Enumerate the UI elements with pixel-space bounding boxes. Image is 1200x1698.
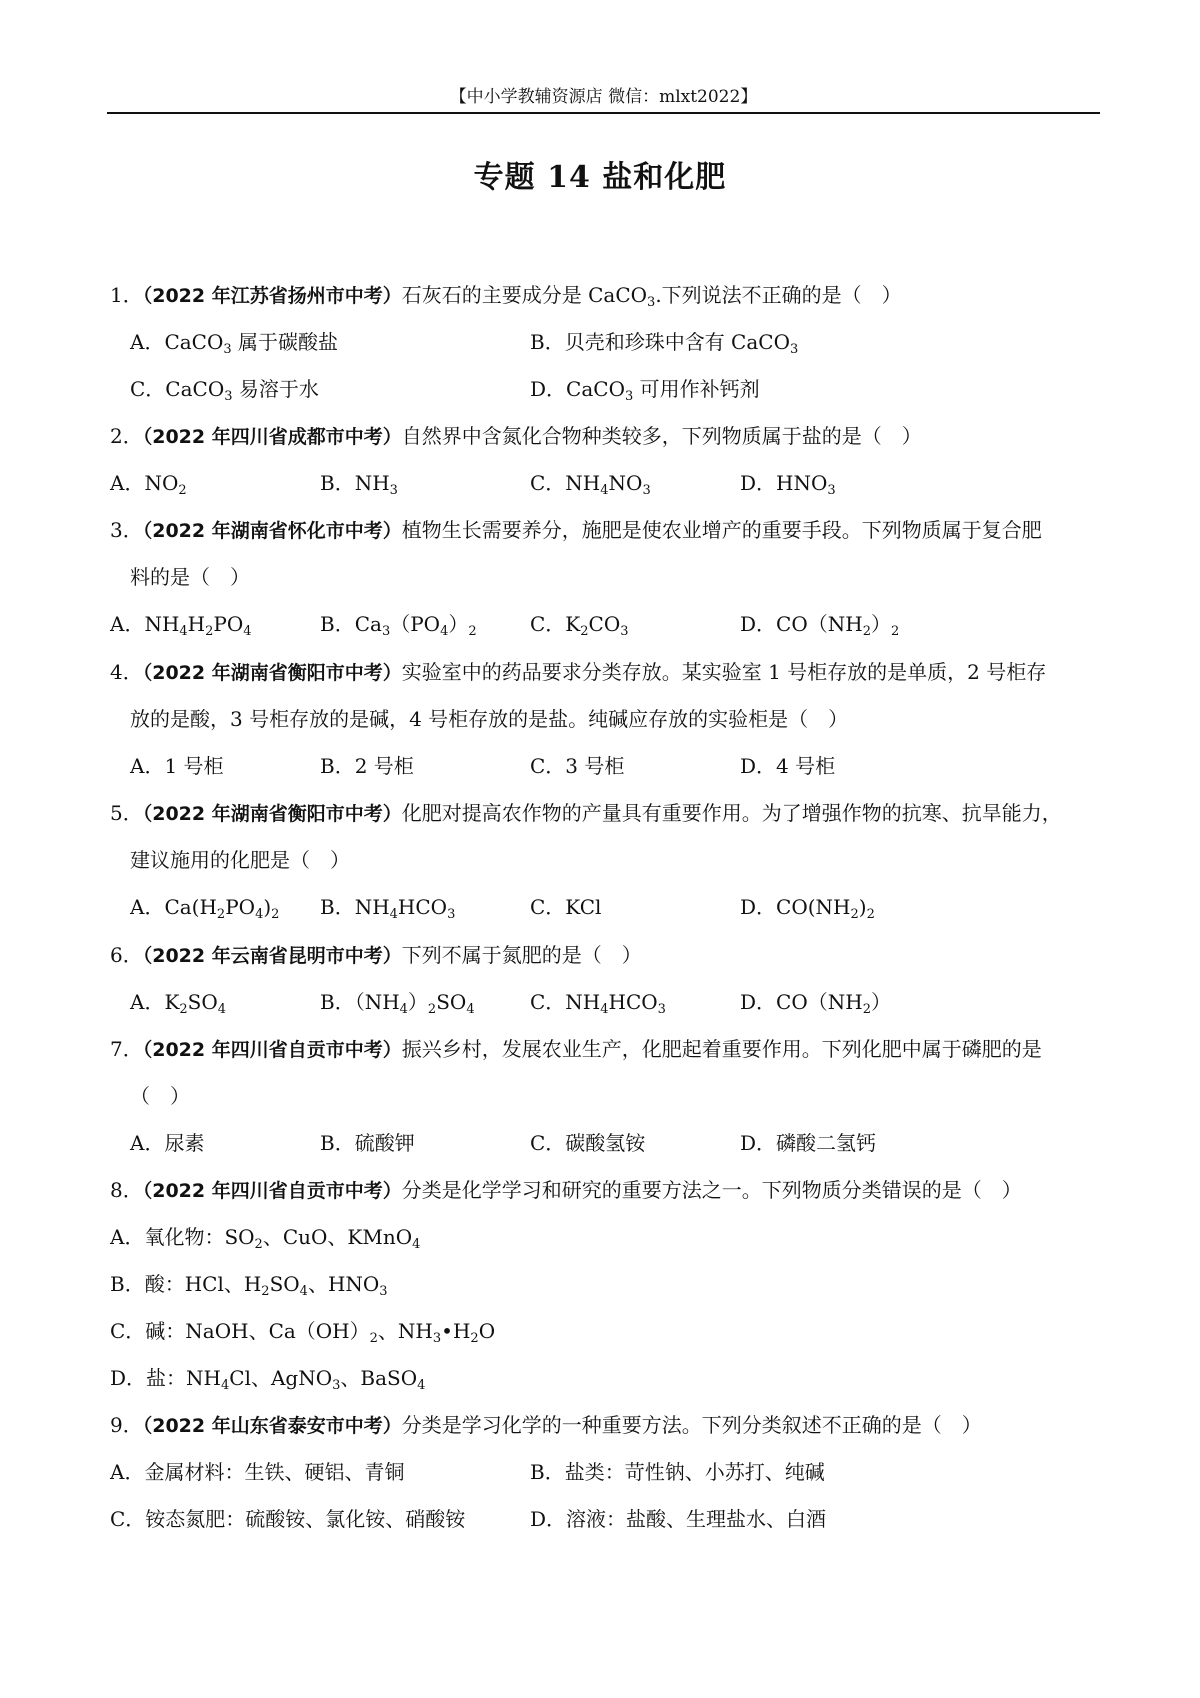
option-a[interactable]: A．$NO_2$ <box>110 471 187 498</box>
question-stem: 振兴乡村，发展农业生产，化肥起着重要作用。下列化肥中属于磷肥的是 <box>401 1037 1042 1061</box>
option-d[interactable]: D．$CO(NH_2)$ <box>740 990 891 1017</box>
question-5: 5．（2022 年湖南省衡阳市中考）化肥对提高农作物的产量具有重要作用。为了增强作物的抗寒、抗旱能力， <box>110 801 1062 825</box>
question-source: （2022 年四川省成都市中考） <box>142 426 402 448</box>
question-source: （2022 年湖南省怀化市中考） <box>142 520 402 542</box>
option-c[interactable]: C．铵态氮肥：硫酸铵、氯化铵、硝酸铵 <box>110 1507 466 1531</box>
question-3: 3．（2022 年湖南省怀化市中考）植物生长需要养分，施肥是使农业增产的重要手段。下列物质属于复合肥 <box>110 518 1042 542</box>
option-a[interactable]: A．1 号柜 <box>130 754 224 778</box>
option-c[interactable]: C．碳酸氢铵 <box>530 1131 646 1155</box>
question-source: （2022 年云南省昆明市中考） <box>142 945 402 967</box>
question-6: 6．（2022 年云南省昆明市中考）下列不属于氮肥的是（ ） <box>110 943 642 967</box>
option-c[interactable]: C．$NH_4NO_3$ <box>530 471 651 498</box>
option-b[interactable]: B．酸：HCl、$H_2SO_4$、$HNO_3$ <box>110 1272 388 1299</box>
option-a[interactable]: A．$Ca(H_2PO_4)_2$ <box>130 895 280 922</box>
option-b[interactable]: B．盐类：苛性钠、小苏打、纯碱 <box>530 1460 825 1484</box>
question-stem: 自然界中含氮化合物种类较多，下列物质属于盐的是（ ） <box>401 424 922 448</box>
option-c[interactable]: C．碱：NaOH、$Ca(OH)_2$、$NH_3•H_2O$ <box>110 1319 496 1346</box>
option-c[interactable]: C．3 号柜 <box>530 754 625 778</box>
question-stem: 分类是学习化学的一种重要方法。下列分类叙述不正确的是（ ） <box>401 1413 982 1437</box>
question-stem: 植物生长需要养分，施肥是使农业增产的重要手段。下列物质属于复合肥 <box>401 518 1042 542</box>
question-4: 4．（2022 年湖南省衡阳市中考）实验室中的药品要求分类存放。某实验室 1 号柜存放的是单质，2 号柜存 <box>110 660 1047 684</box>
option-d[interactable]: D．盐：$NH_4Cl$、AgNO$_3$、BaSO$_4$ <box>110 1366 426 1393</box>
question-source: （2022 年山东省泰安市中考） <box>142 1415 402 1437</box>
question-stem: 石灰石的主要成分是 CaCO$_3$.下列说法不正确的是（ ） <box>401 283 902 310</box>
question-source: （2022 年四川省自贡市中考） <box>142 1180 402 1202</box>
header-text: 【中小学教辅资源店 微信：mlxt2022】 <box>449 87 758 107</box>
option-a[interactable]: A．氧化物：$SO_2$、CuO、KMnO$_4$ <box>110 1225 421 1252</box>
question-source: （2022 年四川省自贡市中考） <box>142 1039 402 1061</box>
option-c[interactable]: C．CaCO$_3$ 易溶于水 <box>130 377 319 404</box>
option-b[interactable]: B．硫酸钾 <box>320 1131 415 1155</box>
page-header <box>107 82 1100 114</box>
option-c[interactable]: C．$K_2CO_3$ <box>530 612 629 639</box>
option-b[interactable]: B．2 号柜 <box>320 754 414 778</box>
option-d[interactable]: D．$HNO_3$ <box>740 471 836 498</box>
option-b[interactable]: B．$(NH_4)_2SO_4$ <box>320 990 475 1017</box>
option-c[interactable]: C．$NH_4HCO_3$ <box>530 990 666 1017</box>
question-2: 2．（2022 年四川省成都市中考）自然界中含氮化合物种类较多，下列物质属于盐的是（ ） <box>110 424 922 448</box>
option-d[interactable]: D．$CO(NH_2)_2$ <box>740 612 900 639</box>
question-stem-cont: （ ） <box>130 1084 190 1108</box>
question-7: 7．（2022 年四川省自贡市中考）振兴乡村，发展农业生产，化肥起着重要作用。下列化肥中属于磷肥的是 <box>110 1037 1042 1061</box>
option-b[interactable]: B．贝壳和珍珠中含有 CaCO$_3$ <box>530 330 799 357</box>
question-stem: 分类是化学学习和研究的重要方法之一。下列物质分类错误的是（ ） <box>401 1178 1022 1202</box>
option-a[interactable]: A．尿素 <box>130 1131 205 1155</box>
option-b[interactable]: B．$NH_3$ <box>320 471 398 498</box>
option-d[interactable]: D．溶液：盐酸、生理盐水、白酒 <box>530 1507 827 1531</box>
question-source: （2022 年江苏省扬州市中考） <box>142 285 402 307</box>
option-d[interactable]: D．CaCO$_3$ 可用作补钙剂 <box>530 377 760 404</box>
question-source: （2022 年湖南省衡阳市中考） <box>142 803 402 825</box>
question-9: 9．（2022 年山东省泰安市中考）分类是学习化学的一种重要方法。下列分类叙述不正确的是（ ） <box>110 1413 982 1437</box>
option-a[interactable]: A．$NH_4H_2PO_4$ <box>110 612 252 639</box>
option-b[interactable]: B．$Ca_3(PO_4)_2$ <box>320 612 477 639</box>
option-b[interactable]: B．$NH_4HCO_3$ <box>320 895 456 922</box>
option-d[interactable]: D．磷酸二氢钙 <box>740 1131 877 1155</box>
option-d[interactable]: D．$CO(NH_2)_2$ <box>740 895 875 922</box>
question-1: 1．（2022 年江苏省扬州市中考）石灰石的主要成分是 CaCO$_3$.下列说法不正确的是（ ） <box>110 283 902 310</box>
question-stem-cont: 料的是（ ） <box>130 565 250 589</box>
option-a[interactable]: A．$K_2SO_4$ <box>130 990 227 1017</box>
option-a[interactable]: A．CaCO$_3$ 属于碳酸盐 <box>130 330 339 357</box>
page-title: 专题 14 盐和化肥 <box>473 160 727 195</box>
option-c[interactable]: C．KCl <box>530 895 602 919</box>
option-d[interactable]: D．4 号柜 <box>740 754 836 778</box>
option-a[interactable]: A．金属材料：生铁、硬铝、青铜 <box>110 1460 405 1484</box>
question-source: （2022 年湖南省衡阳市中考） <box>142 662 402 684</box>
question-stem: 实验室中的药品要求分类存放。某实验室 1 号柜存放的是单质，2 号柜存 <box>401 660 1047 684</box>
question-stem-cont: 建议施用的化肥是（ ） <box>130 848 350 872</box>
question-8: 8．（2022 年四川省自贡市中考）分类是化学学习和研究的重要方法之一。下列物质分类错误的是（ ） <box>110 1178 1022 1202</box>
question-stem-cont: 放的是酸，3 号柜存放的是碱，4 号柜存放的是盐。纯碱应存放的实验柜是（ ） <box>130 707 849 731</box>
question-stem: 下列不属于氮肥的是（ ） <box>401 943 642 967</box>
question-stem: 化肥对提高农作物的产量具有重要作用。为了增强作物的抗寒、抗旱能力， <box>401 801 1062 825</box>
